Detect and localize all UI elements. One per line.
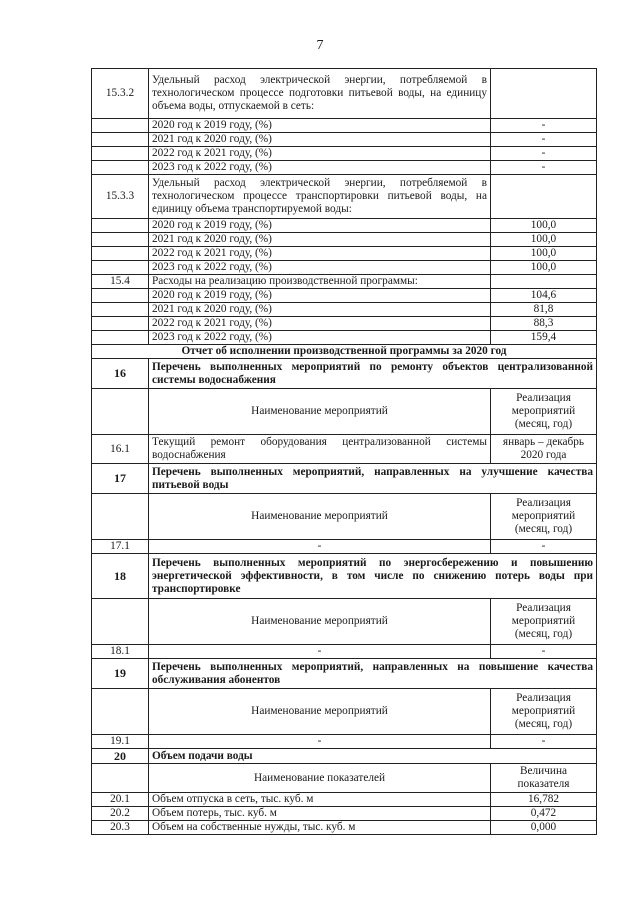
table-row [92,793,597,807]
table-body [92,69,597,835]
row-value: - [491,161,597,175]
empty-number-cell [92,689,149,735]
section-title: Объем подачи воды [149,749,597,764]
table-row [92,331,597,345]
column-header-value: Величина показателя [491,764,597,793]
table-row [92,119,597,133]
column-header-name: Наименование мероприятий [149,599,491,645]
table-row [92,645,597,659]
row-description: 2023 год к 2022 году, (%) [149,331,491,345]
row-number: 15.3.3 [92,175,149,219]
table-row [92,821,597,835]
row-number [92,261,149,275]
page-number: 7 [316,38,324,53]
report-title-row [92,345,597,359]
section-number: 20 [92,749,149,764]
row-description: 2023 год к 2022 году, (%) [149,261,491,275]
table-row [92,317,597,331]
section-title: Перечень выполненных мероприятий по ремонту объектов централизованной системы водоснабжения [149,359,597,389]
row-description: 2022 год к 2021 году, (%) [149,247,491,261]
column-header-row [92,599,597,645]
row-value: - [491,540,597,554]
row-number [92,317,149,331]
row-number [92,219,149,233]
row-value: 159,4 [491,331,597,345]
production-program-table [91,68,597,835]
row-value: - [491,133,597,147]
row-description: Объем потерь, тыс. куб. м [149,807,491,821]
row-value [491,275,597,289]
row-number [92,161,149,175]
section-number: 16 [92,359,149,389]
row-description: 2021 год к 2020 году, (%) [149,133,491,147]
section-number: 19 [92,659,149,689]
row-value: 104,6 [491,289,597,303]
table-row [92,435,597,464]
row-number: 20.1 [92,793,149,807]
row-value: 100,0 [491,247,597,261]
row-value: 100,0 [491,261,597,275]
row-description: 2023 год к 2022 году, (%) [149,161,491,175]
table-row [92,261,597,275]
empty-number-cell [92,599,149,645]
table-row [92,303,597,317]
section-number: 18 [92,554,149,599]
column-header-row [92,689,597,735]
column-header-row [92,389,597,435]
row-number: 19.1 [92,735,149,749]
row-description: 2021 год к 2020 году, (%) [149,303,491,317]
row-value [491,69,597,119]
column-header-name: Наименование показателей [149,764,491,793]
table-row [92,161,597,175]
row-value: 81,8 [491,303,597,317]
row-description: Удельный расход электрической энергии, потребляемой в технологическом процессе транспортировки питьевой воды, на единицу объема транспортируемой воды: [149,175,491,219]
row-number [92,119,149,133]
column-header-row [92,494,597,540]
table-row [92,735,597,749]
column-header-value: Реализация мероприятий (месяц, год) [491,494,597,540]
section-row [92,749,597,764]
row-description: 2022 год к 2021 году, (%) [149,317,491,331]
column-header-value: Реализация мероприятий (месяц, год) [491,389,597,435]
row-description: Удельный расход электрической энергии, потребляемой в технологическом процессе подготовки питьевой воды, на единицу объема воды, отпускаемой в сеть: [149,69,491,119]
row-value: январь – декабрь 2020 года [491,435,597,464]
table-row [92,540,597,554]
table-row [92,807,597,821]
table-row [92,175,597,219]
row-number [92,303,149,317]
row-description: 2020 год к 2019 году, (%) [149,119,491,133]
row-number: 16.1 [92,435,149,464]
row-value: 88,3 [491,317,597,331]
row-value: 100,0 [491,219,597,233]
row-number [92,247,149,261]
column-header-name: Наименование мероприятий [149,689,491,735]
section-row [92,359,597,389]
row-value: - [491,645,597,659]
row-number [92,147,149,161]
row-description: - [149,540,491,554]
table-row [92,289,597,303]
column-header-value: Реализация мероприятий (месяц, год) [491,689,597,735]
row-number [92,289,149,303]
row-description: 2020 год к 2019 году, (%) [149,289,491,303]
table-row [92,219,597,233]
table-row [92,233,597,247]
table-row [92,247,597,261]
column-header-value: Реализация мероприятий (месяц, год) [491,599,597,645]
section-row [92,659,597,689]
row-number: 20.2 [92,807,149,821]
row-description: - [149,645,491,659]
column-header-row [92,764,597,793]
row-description: 2020 год к 2019 году, (%) [149,219,491,233]
section-number: 17 [92,464,149,494]
row-value: 100,0 [491,233,597,247]
column-header-name: Наименование мероприятий [149,389,491,435]
row-value: 0,472 [491,807,597,821]
row-description: 2022 год к 2021 году, (%) [149,147,491,161]
table-row [92,69,597,119]
row-number: 17.1 [92,540,149,554]
row-description: - [149,735,491,749]
row-value: - [491,147,597,161]
section-title: Перечень выполненных мероприятий по энергосбережению и повышению энергетической эффективности, в том числе по снижению потерь воды при транспортировке [149,554,597,599]
row-number: 15.4 [92,275,149,289]
row-value [491,175,597,219]
column-header-name: Наименование мероприятий [149,494,491,540]
row-description: Объем на собственные нужды, тыс. куб. м [149,821,491,835]
row-number: 18.1 [92,645,149,659]
section-row [92,464,597,494]
row-description: 2021 год к 2020 году, (%) [149,233,491,247]
table-row [92,133,597,147]
row-number [92,233,149,247]
empty-number-cell [92,764,149,793]
row-number: 15.3.2 [92,69,149,119]
empty-number-cell [92,494,149,540]
report-title: Отчет об исполнении производственной программы за 2020 год [92,345,597,359]
row-description: Объем отпуска в сеть, тыс. куб. м [149,793,491,807]
row-value: 16,782 [491,793,597,807]
row-number [92,133,149,147]
table-row [92,275,597,289]
table-row [92,147,597,161]
section-row [92,554,597,599]
row-number [92,331,149,345]
section-title: Перечень выполненных мероприятий, направленных на улучшение качества питьевой воды [149,464,597,494]
row-value: - [491,119,597,133]
row-description: Расходы на реализацию производственной программы: [149,275,491,289]
row-number: 20.3 [92,821,149,835]
row-value: 0,000 [491,821,597,835]
row-value: - [491,735,597,749]
row-description: Текущий ремонт оборудования централизованной системы водоснабжения [149,435,491,464]
section-title: Перечень выполненных мероприятий, направленных на повышение качества обслуживания абонентов [149,659,597,689]
empty-number-cell [92,389,149,435]
